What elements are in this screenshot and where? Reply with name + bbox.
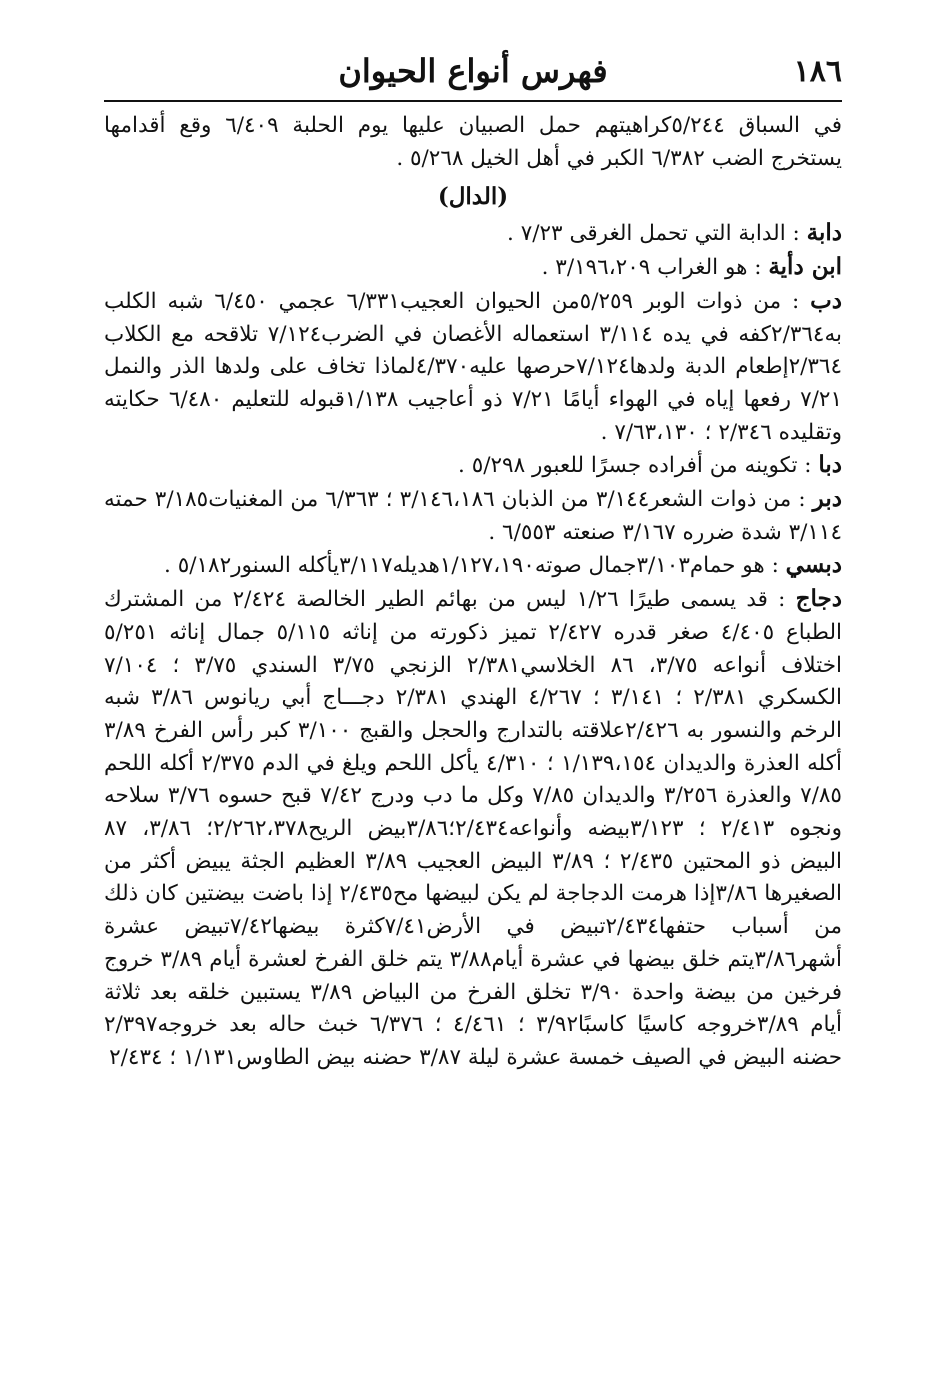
index-entry-dabr bbox=[104, 483, 842, 549]
entry-term: ابن دأية bbox=[768, 253, 842, 281]
page-title: فهرس أنواع الحيوان bbox=[338, 52, 608, 90]
index-page bbox=[104, 52, 842, 1075]
index-entry-dubsi bbox=[104, 549, 842, 583]
index-entry-daba bbox=[104, 449, 842, 483]
entry-text: : الدابة التي تحمل الغرقى ٧/٢٣ . bbox=[507, 221, 807, 247]
entry-text: : قد يسمى طيرًا ١/٢٦ ليس من بهائم الطير الخالصة ٢/٤٢٤ من المشترك الطباع ٤/٤٠٥ صغر قدره ٢/٤٢٧ تميز ذكورته من إناثه ٥/١١٥ جمال إناثه ٥/٢٥١ اختلاف أنواعه ٣/٧٥، ٨٦ الخلاسي٢/٣٨١ الزنجي ٣/٧٥ السندي ٣/٧٥ ؛ ٧/١٠٤ الكسكري ٢/٣٨١ ؛ ٣/١٤١ ؛ ٤/٢٦٧ الهندي ٢/٣٨١ دجـــاج أبي ريانوس ٣/٨٦ شبه الرخم والنسور به ٢/٤٢٦علاقته بالتدارج والحجل والقبج ٣/١٠٠ كبر رأس الفرخ ٣/٨٩ أكله العذرة والديدان ١/١٣٩،١٥٤ ؛ ٤/٣١٠ يأكل اللحم ويلغ في الدم ٢/٣٧٥ أكله اللحم ٧/٨٥ والعذرة ٣/٢٥٦ والديدان ٧/٨٥ وكل ما دب ودرج ٧/٤٢ قبح حسوه ٣/٧٦ سلاحه ونجوه ٢/٤١٣ ؛ ٣/١٢٣بيضه وأنواعه٢/٤٣٤؛٣/٨٦بيض الريح٢/٢٦٢،٣٧٨؛ ٣/٨٦، ٨٧ البيض ذو المحتين ٢/٤٣٥ ؛ ٣/٨٩ البيض العجيب ٣/٨٩ العظيم الجثة يبيض أكثر من الصغيرها ٣/٨٦إذا هرمت الدجاجة لم يكن لبيضها مح٢/٤٣٥ إذا باضت بيضتين كان ذلك من أسباب حتفها٢/٤٣٤تبيض في الأرض٧/٤١كثرة بيضها٧/٤٢تبيض عشرة أشهر٣/٨٦يتم خلق بيضها في عشرة أيام٣/٨٨ يتم خلق الفرخ لعشرة أيام ٣/٨٩ خروج فرخين من بيضة واحدة ٣/٩٠ تخلق الفرخ من البياض ٣/٨٩ يستبين خلقه بعد ثلاثة أيام ٣/٨٩خروجه كاسيًا كاسبًا٣/٩٢ ؛ ٤/٤٦١ ؛ ٦/٣٧٦ خبث حاله بعد خروجه٢/٣٩٧ حضنه البيض في الصيف خمسة عشرة ليلة ٣/٨٧ حضنه بيض الطاوس١/١٣١ ؛ ٢/٤٣٤ bbox=[104, 587, 843, 1070]
entry-text: : تكوينه من أفراده جسرًا للعبور ٥/٢٩٨ . bbox=[458, 453, 819, 479]
entry-term: دجاج bbox=[795, 585, 842, 613]
entry-term: دابة bbox=[806, 219, 842, 247]
page-number: ١٨٦ bbox=[793, 54, 842, 89]
index-entry-dabba bbox=[104, 217, 842, 251]
header-rule bbox=[104, 100, 842, 102]
entry-term: دبر bbox=[812, 485, 842, 513]
entry-term: دبسي bbox=[785, 551, 842, 579]
section-heading: (الدال) bbox=[437, 183, 509, 211]
entry-text: : هو الغراب ٣/١٩٦،٢٠٩ . bbox=[541, 255, 769, 281]
continued-entry: في السباق ٥/٢٤٤كراهيتهم حمل الصبيان عليها يوم الحلبة ٦/٤٠٩ وقع أقدامها يستخرج الضب ٦/٣٨٢ الكبر في أهل الخيل ٥/٢٦٨ . bbox=[104, 113, 842, 171]
index-entry-dajaj bbox=[104, 583, 842, 1075]
index-content bbox=[104, 110, 842, 1075]
entry-term: دب bbox=[810, 286, 842, 314]
index-entry-dubb bbox=[104, 285, 842, 450]
index-entry-ibn-daya bbox=[104, 251, 842, 285]
entry-text: : من ذوات الشعر٣/١٤٤ من الذبان ٣/١٤٦،١٨٦ ؛ ٦/٣٦٣ من المغنيات٣/١٨٥ حمته ٣/١١٤ شدة ضرره ٣/١٦٧ صنعته ٦/٥٥٣ . bbox=[104, 487, 842, 545]
entry-term: دبا bbox=[818, 451, 842, 479]
entry-text: : من ذوات الوبر ٥/٢٥٩من الحيوان العجيب٦/٣٣١ عجمي ٦/٤٥٠ شبه الكلب به٢/٣٦٤كفه في يده ٣/١١٤ استعماله الأغصان في الضرب٧/١٢٤ تلاقحه مع الكلاب ٢/٣٦٤إطعام الدبة ولدها٧/١٢٤حرصها عليه٤/٣٧٠لماذا تخاف على ولدها الذر والنمل ٧/٢١ رفعها إياه في الهواء أيامًا ٧/٢١ ذو أعاجيب ١/١٣٨قبوله للتعليم ٦/٤٨٠ حكايته وتقليده ٢/٣٤٦ ؛ ٧/٦٣،١٣٠ . bbox=[104, 288, 842, 445]
page-header bbox=[104, 52, 842, 96]
entry-text: : هو حمام٣/١٠٣جمال صوته١/١٢٧،١٩٠هديله٣/١١٧يأكله السنور٥/١٨٢ . bbox=[164, 553, 786, 579]
